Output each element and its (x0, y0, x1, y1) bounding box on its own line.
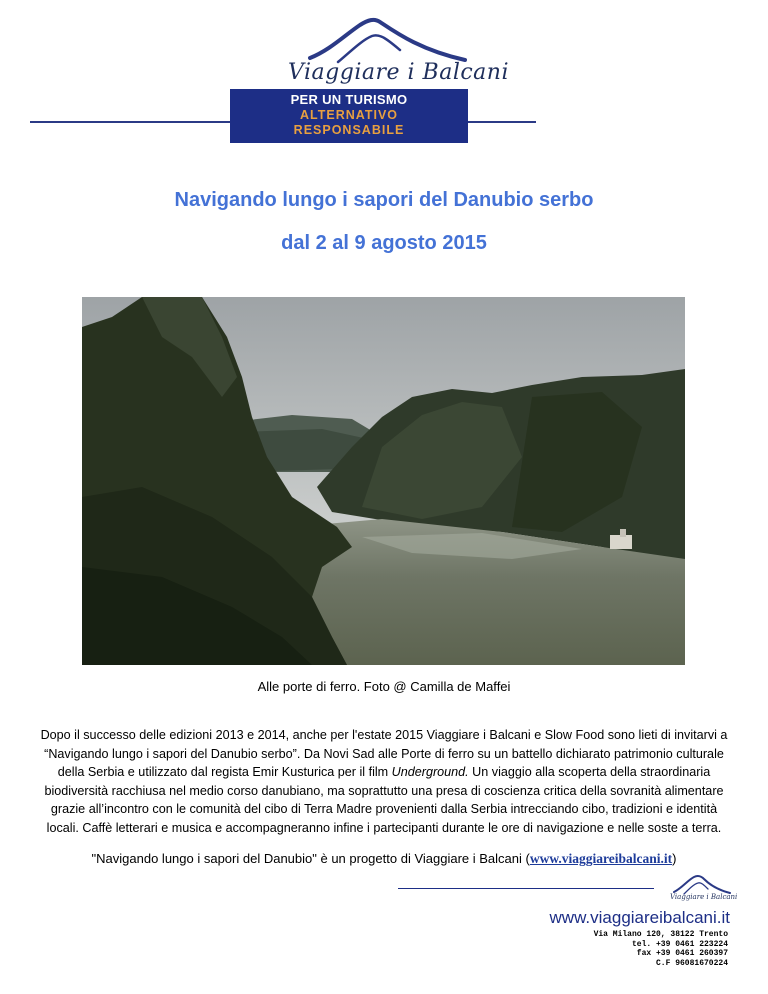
intro-paragraph (40, 726, 728, 837)
project-statement (0, 851, 768, 867)
footer-address: Via Milano 120, 38122 Trento (593, 930, 728, 939)
header-rule-left (30, 121, 230, 123)
page-subtitle-dates: dal 2 al 9 agosto 2015 (281, 232, 487, 254)
footer-logo-text: Viaggiare i Balcani (670, 893, 738, 901)
intro-text-part-2: Un viaggio alla scoperta della straordinaria biodiversità racchiusa nel medio corso danubiano, ma soprattutto una presa di coscienza critica della sovranità alimentare grazie all’incontro con le comunità del cibo di Terra Madre provenienti dalla Serbia intrecciando cibo, tradizioni e identità locali. Caffè letterari e musica e accompagneranno infine i partecipanti durante le ore di navigazione e nelle soste a terra. (44, 765, 724, 835)
project-text-end: ) (672, 851, 677, 866)
photo-caption: Alle porte di ferro. Foto @ Camilla de Maffei (257, 679, 511, 694)
project-website-link[interactable]: www.viaggiareibalcani.it (529, 851, 673, 866)
tagline-line-2: ALTERNATIVO (299, 108, 399, 122)
danube-gorge-photo (82, 297, 685, 665)
footer-logo (660, 872, 738, 906)
tagline-line-3: RESPONSABILE (293, 123, 405, 137)
header-rule-right (468, 121, 536, 123)
page-title: Navigando lungo i sapori del Danubio serbo (174, 189, 594, 211)
project-text: "Navigando lungo i sapori del Danubio" è un progetto di Viaggiare i Balcani ( (91, 851, 530, 866)
footer-cf: C.F 96081670224 (655, 958, 728, 968)
footer-website-link[interactable]: www.viaggiareibalcani.it (549, 908, 730, 927)
footer-rule (398, 888, 654, 889)
footer-tel: tel. +39 0461 223224 (631, 939, 728, 949)
tagline-line-1: PER UN TURISMO (290, 92, 408, 107)
film-title: Underground. (391, 765, 469, 779)
logo-text: Viaggiare i Balcani (288, 60, 509, 85)
tagline-box (230, 89, 468, 143)
intro-text-part-1: Dopo il successo delle edizioni 2013 e 2014, anche per l'estate 2015 Viaggiare i Balcani e Slow Food sono lieti di invitarvi a “Navigando lungo i sapori del Danubio serbo”. Da Novi Sad alle Porte di ferro su un battello dichiarato patrimonio culturale della Serbia e utilizzato dal regista Emir Kusturica per il film (40, 728, 728, 779)
header-logo (250, 10, 520, 90)
footer-contact-info (594, 930, 728, 968)
footer-fax: fax +39 0461 260397 (636, 949, 728, 958)
